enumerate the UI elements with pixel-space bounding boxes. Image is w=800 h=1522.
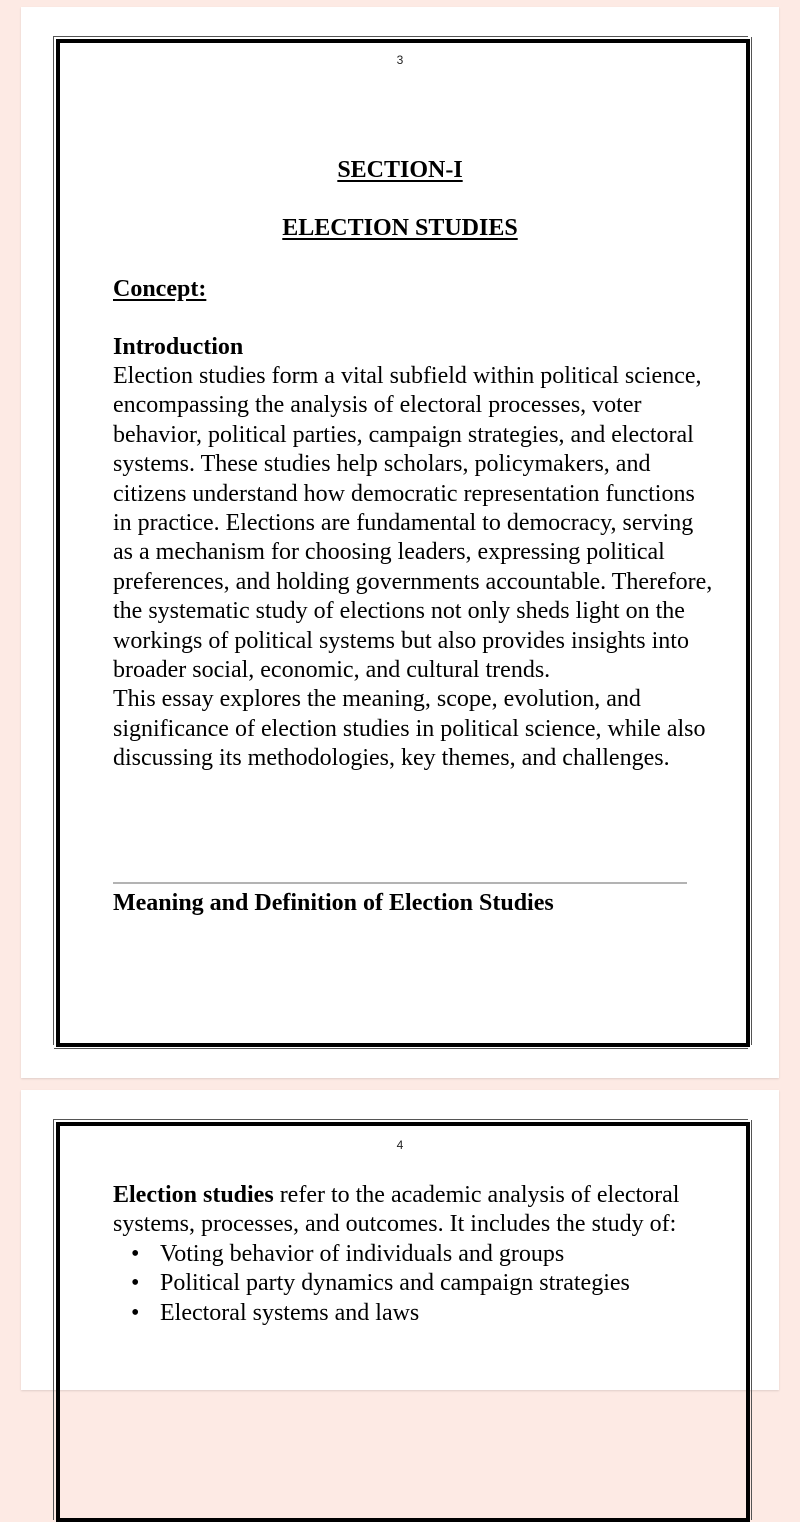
page-number: 4 xyxy=(396,1138,404,1152)
intro-paragraph: Election studies form a vital subfield within political science, encompassing the analysis of electoral processes, voter behavior, political parties, campaign strategies, and electoral systems. These studies help scholars, policymakers, and citizens understand how democratic representation functions in practice. Elections are fundamental to democracy, serving as a mechanism for choosing leaders, expressing political preferences, and holding governments accountable. Therefore, the systematic study of elections not only sheds light on the workings of political systems but also provides insights into broader social, economic, and cultural trends. xyxy=(113,363,713,684)
definition-text: refer to the academic analysis of electoral systems, processes, and outcomes. It includes the study of: xyxy=(113,1182,680,1238)
concept-label: Concept: xyxy=(113,276,207,302)
meaning-definition-heading: Meaning and Definition of Election Studies xyxy=(113,890,554,916)
scope-list xyxy=(113,1240,713,1328)
document-page-3 xyxy=(21,7,779,1078)
definition-block xyxy=(113,1181,713,1328)
definition-term: Election studies xyxy=(113,1182,274,1208)
introduction-heading: Introduction xyxy=(113,334,244,360)
list-item: • Political party dynamics and campaign strategies xyxy=(113,1269,713,1298)
introduction-body xyxy=(113,362,713,774)
horizontal-rule xyxy=(113,882,687,884)
section-subtitle: ELECTION STUDIES xyxy=(282,215,518,241)
section-title: SECTION-I xyxy=(337,157,463,183)
list-item: • Electoral systems and laws xyxy=(113,1299,713,1328)
definition-paragraph xyxy=(113,1181,713,1240)
bullet-icon: • xyxy=(131,1240,140,1267)
document-page-4 xyxy=(21,1090,779,1390)
page-number: 3 xyxy=(396,53,404,67)
intro-paragraph: This essay explores the meaning, scope, evolution, and significance of election studies in political science, while also discussing its methodologies, key themes, and challenges. xyxy=(113,686,706,772)
bullet-icon: • xyxy=(131,1299,140,1326)
list-item: • Voting behavior of individuals and groups xyxy=(113,1240,713,1269)
bullet-icon: • xyxy=(131,1270,140,1297)
